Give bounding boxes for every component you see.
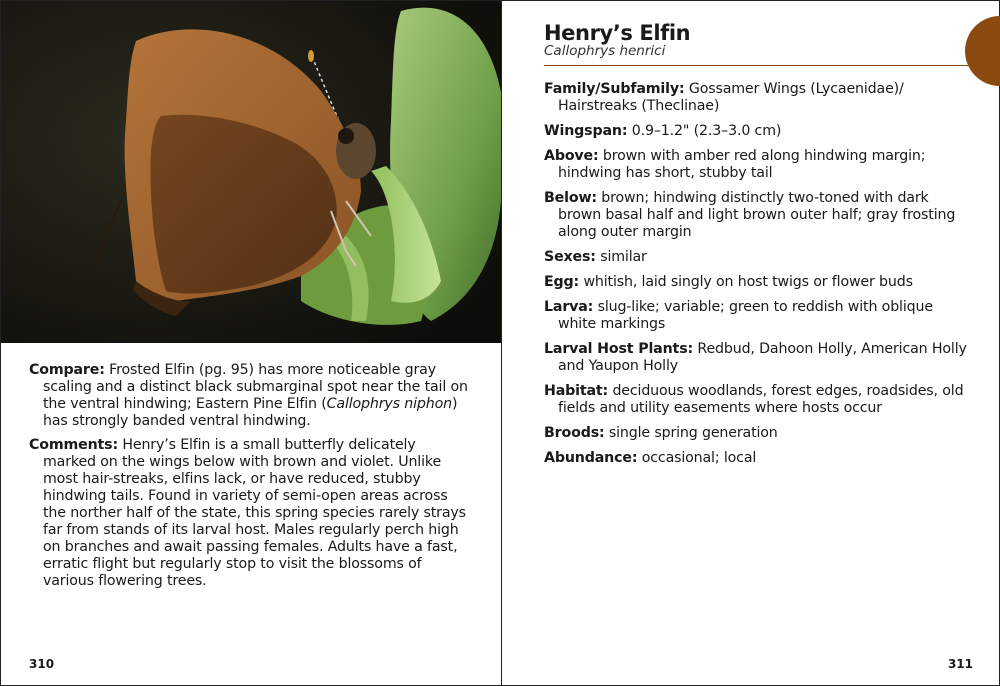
species-title: Henry’s Elfin xyxy=(544,21,691,45)
fact-text: brown; hindwing distinctly two-toned with dark brown basal half and light brown outer half; gray frosting along outer margin xyxy=(558,190,956,240)
fact-label: Below: xyxy=(544,190,597,206)
comments-text: Henry’s Elfin is a small butterfly delicately marked on the wings below with brown and violet. Unlike most hair-streaks, elfins lack, or have reduced, stubby hindwing tails. Found in variety of semi-open areas across the norther half of the state, this spring species rarely strays far from stands of its larval host. Males regularly perch high on branches and await passing females. Adults have a fast, erratic flight but regularly stop to visit the blossoms of various flowering trees. xyxy=(43,437,466,589)
fact-label: Abundance: xyxy=(544,450,638,466)
fact-text: Gossamer Wings (Lycaenidae)/ Hairstreaks (Theclinae) xyxy=(558,81,904,114)
right-page xyxy=(502,1,999,685)
fact-text: occasional; local xyxy=(637,450,757,466)
butterfly-photo xyxy=(1,1,501,343)
scientific-name: Callophrys henrici xyxy=(544,43,666,59)
left-page xyxy=(1,1,502,685)
compare-text-2: ) has strongly banded ventral hindwing. xyxy=(43,396,458,429)
fact-wingspan xyxy=(544,123,974,140)
fact-label: Larval Host Plants: xyxy=(544,341,694,357)
fact-label: Family/Subfamily: xyxy=(544,81,685,97)
comments-label: Comments: xyxy=(29,437,118,453)
species-facts xyxy=(544,81,974,475)
fact-larva xyxy=(544,299,974,333)
fact-broods xyxy=(544,425,974,442)
fact-label: Egg: xyxy=(544,274,580,290)
section-color-tab xyxy=(965,16,1000,86)
fact-below xyxy=(544,190,974,241)
title-divider xyxy=(544,65,994,66)
fact-family xyxy=(544,81,974,115)
fact-label: Sexes: xyxy=(544,249,596,265)
fact-text: 0.9–1.2" (2.3–3.0 cm) xyxy=(627,123,782,139)
compare-species-italic: Callophrys niphon xyxy=(326,396,452,412)
fact-text: single spring generation xyxy=(604,425,778,441)
fact-label: Habitat: xyxy=(544,383,609,399)
fact-abundance xyxy=(544,450,974,467)
fact-text: slug-like; variable; green to reddish with oblique white markings xyxy=(558,299,933,332)
fact-label: Larva: xyxy=(544,299,594,315)
fact-text: brown with amber red along hindwing margin; hindwing has short, stubby tail xyxy=(558,148,926,181)
fact-sexes xyxy=(544,249,974,266)
fact-egg xyxy=(544,274,974,291)
fact-habitat xyxy=(544,383,974,417)
compare-text-1: Frosted Elfin (pg. 95) has more noticeable gray scaling and a distinct black submarginal spot near the tail on the ventral hindwing; Eastern Pine Elfin ( xyxy=(43,362,468,412)
fact-host-plants xyxy=(544,341,974,375)
fact-text: Redbud, Dahoon Holly, American Holly and Yaupon Holly xyxy=(558,341,967,374)
left-text-block xyxy=(29,362,469,597)
fact-label: Above: xyxy=(544,148,599,164)
fact-text: whitish, laid singly on host twigs or flower buds xyxy=(579,274,913,290)
compare-label: Compare: xyxy=(29,362,105,378)
comments-paragraph xyxy=(29,437,469,590)
fact-above xyxy=(544,148,974,182)
page-number-left: 310 xyxy=(29,657,55,671)
fact-text: similar xyxy=(595,249,647,265)
fact-label: Wingspan: xyxy=(544,123,628,139)
page-number-right: 311 xyxy=(947,657,973,671)
compare-paragraph xyxy=(29,362,469,430)
fact-text: deciduous woodlands, forest edges, roadsides, old fields and utility easements where hosts occur xyxy=(558,383,964,416)
fact-label: Broods: xyxy=(544,425,605,441)
